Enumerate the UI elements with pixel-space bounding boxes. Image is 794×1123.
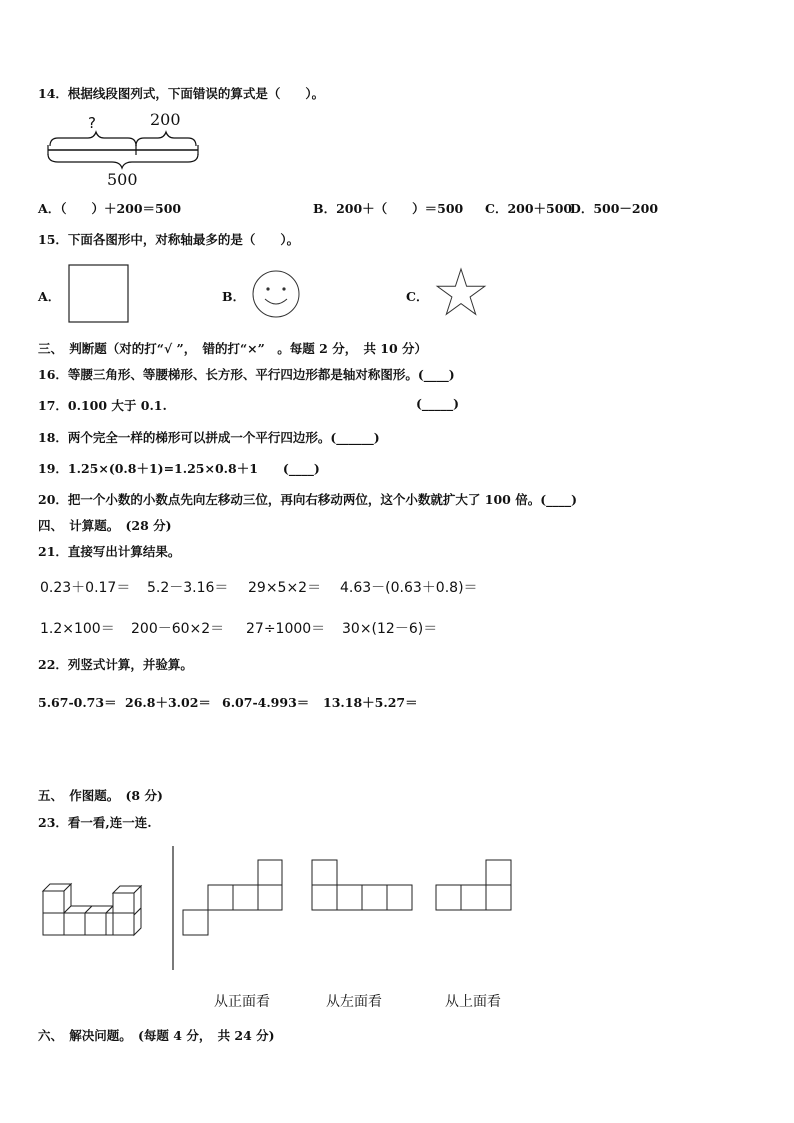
q22-item: 6.07-4.993＝ [222,695,310,710]
view-shape-3 [436,860,514,912]
divider-line [172,846,174,970]
view-shape-2 [312,860,414,912]
q22-item: 26.8＋3.02＝ [125,695,211,710]
q19-text: 19．1.25×(0.8＋1)=1.25×0.8＋1 (____) [38,461,320,476]
q21-stem: 21．直接写出计算结果。 [38,544,181,559]
q21-expr: 200－60×2＝ [131,621,225,637]
q21-expr: 4.63－(0.63＋0.8)＝ [340,580,478,596]
q22-stem: 22．列竖式计算，并验算。 [38,657,193,672]
q21-expr: 27÷1000＝ [246,621,326,637]
q22-item: 13.18＋5.27＝ [323,695,418,710]
section4-title: 四、 计算题。 (28 分) [38,518,172,533]
section6-title: 六、 解决问题。 (每题 4 分， 共 24 分) [38,1028,275,1043]
cube-solid-figure [40,882,155,938]
q15-option-c[interactable]: C． [406,289,429,304]
q21-expr: 5.2－3.16＝ [147,580,229,596]
q22-item: 5.67-0.73＝ [38,695,117,710]
smiley-face-icon [251,269,301,319]
q14-stem: 14．根据线段图列式，下面错误的算式是（ ）。 [38,86,325,101]
q23-stem: 23．看一看,连一连. [38,815,152,830]
q15-option-b[interactable]: B． [222,289,246,304]
q21-expr: 29×5×2＝ [248,580,322,596]
q14-option-d[interactable]: D．500－200 [570,201,659,216]
q16-text: 16．等腰三角形、等腰梯形、长方形、平行四边形都是轴对称图形。(____) [38,367,455,382]
q18-text: 18．两个完全一样的梯形可以拼成一个平行四边形。(______) [38,430,380,445]
q14-option-a[interactable]: A．（ ）＋200＝500 [38,201,182,216]
star-icon [436,268,486,318]
diagram-part-label: 200 [150,110,181,129]
square-icon [68,264,130,324]
q15-stem: 15．下面各图形中，对称轴最多的是（ ）。 [38,232,300,247]
q17-text: 17．0.100 大于 0.1. [38,398,167,413]
section3-title: 三、 判断题（对的打“√ ”， 错的打“×” 。每题 2 分， 共 10 分） [38,341,428,356]
q14-option-c[interactable]: C．200＋500 [485,201,573,216]
diagram-question-mark: ? [88,114,96,132]
q21-expr: 0.23＋0.17＝ [40,580,131,596]
view-shape-1 [183,860,283,936]
q14-option-b[interactable]: B．200＋（ ）＝500 [313,201,464,216]
diagram-total-label: 500 [107,170,138,189]
q21-expr: 30×(12－6)＝ [342,621,438,637]
view-label-left: 从左面看 [326,994,382,1010]
view-label-top: 从上面看 [445,994,501,1010]
view-label-front: 从正面看 [214,994,270,1010]
section5-title: 五、 作图题。 (8 分) [38,788,163,803]
q15-option-a[interactable]: A． [38,289,61,304]
q17-answer-blank[interactable]: (_____) [416,396,460,411]
q21-expr: 1.2×100＝ [40,621,115,637]
q20-text: 20．把一个小数的小数点先向左移动三位，再向右移动两位，这个小数就扩大了 100 倍。(____) [38,492,578,507]
